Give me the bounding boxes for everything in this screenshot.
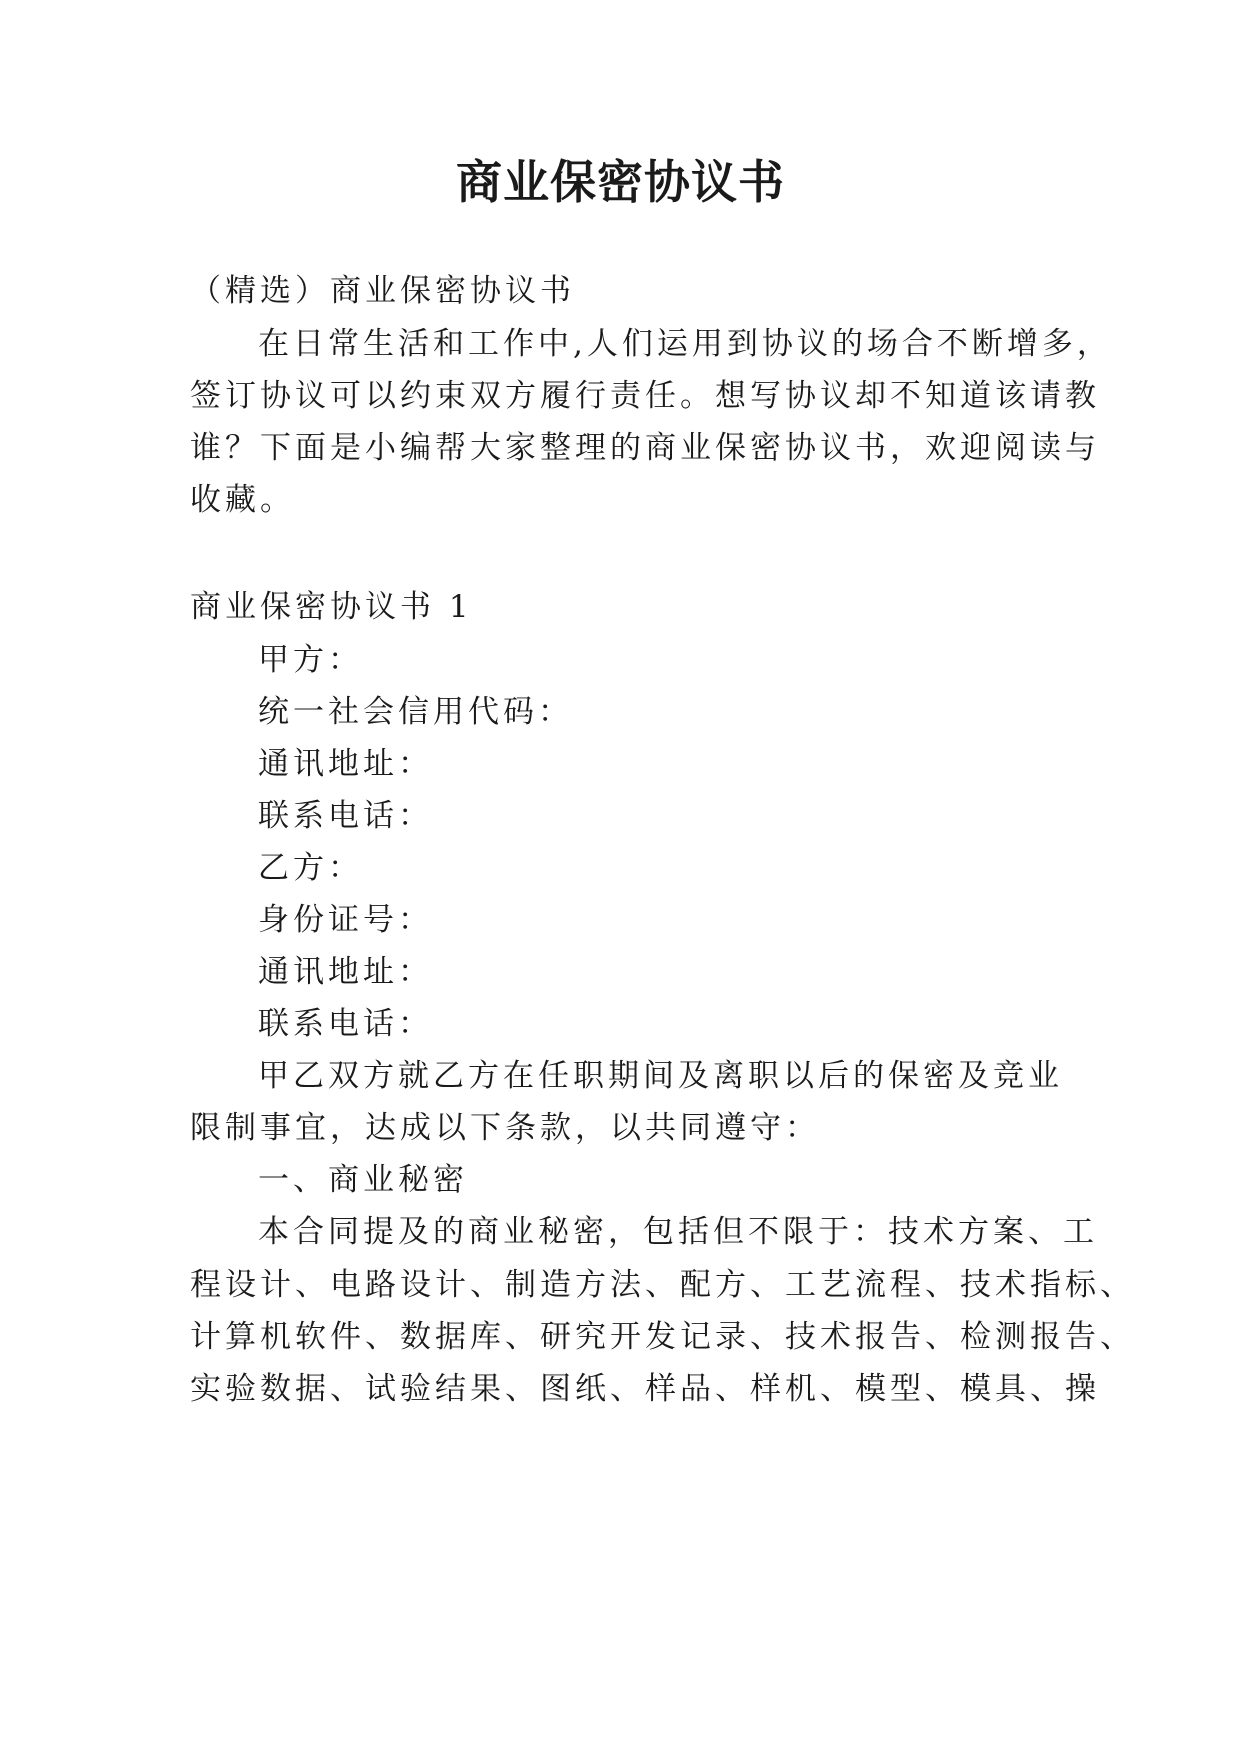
clause-line: 计算机软件、数据库、研究开发记录、技术报告、检测报告、	[190, 1319, 1135, 1355]
agreement-intro-line: 甲乙双方就乙方在任职期间及离职以后的保密及竞业	[258, 1058, 1063, 1094]
document-title: 商业保密协议书	[456, 155, 785, 209]
clause-line: 实验数据、试验结果、图纸、样品、样机、模型、模具、操	[190, 1371, 1100, 1407]
intro-line: 在日常生活和工作中,人们运用到协议的场合不断增多，	[258, 326, 1112, 362]
party-b-label: 乙方：	[258, 850, 363, 886]
clause-heading: 一、商业秘密	[258, 1162, 468, 1198]
subtitle: （精选）商业保密协议书	[190, 273, 575, 309]
party-a-address: 通讯地址：	[258, 746, 433, 782]
clause-line: 程设计、电路设计、制造方法、配方、工艺流程、技术指标、	[190, 1267, 1135, 1303]
intro-line: 谁？下面是小编帮大家整理的商业保密协议书，欢迎阅读与	[190, 430, 1100, 466]
section-heading: 商业保密协议书 1	[190, 589, 473, 625]
party-b-address: 通讯地址：	[258, 954, 433, 990]
clause-line: 本合同提及的商业秘密，包括但不限于：技术方案、工	[258, 1214, 1098, 1250]
party-a-label: 甲方：	[258, 642, 363, 678]
party-b-phone: 联系电话：	[258, 1006, 433, 1042]
agreement-intro-line: 限制事宜，达成以下条款，以共同遵守：	[190, 1110, 820, 1146]
intro-line: 收藏。	[190, 482, 295, 518]
party-b-id-number: 身份证号：	[258, 902, 433, 938]
party-a-credit-code: 统一社会信用代码：	[258, 694, 573, 730]
document-body	[190, 0, 1135, 1754]
intro-line: 签订协议可以约束双方履行责任。想写协议却不知道该请教	[190, 378, 1100, 414]
party-a-phone: 联系电话：	[258, 798, 433, 834]
